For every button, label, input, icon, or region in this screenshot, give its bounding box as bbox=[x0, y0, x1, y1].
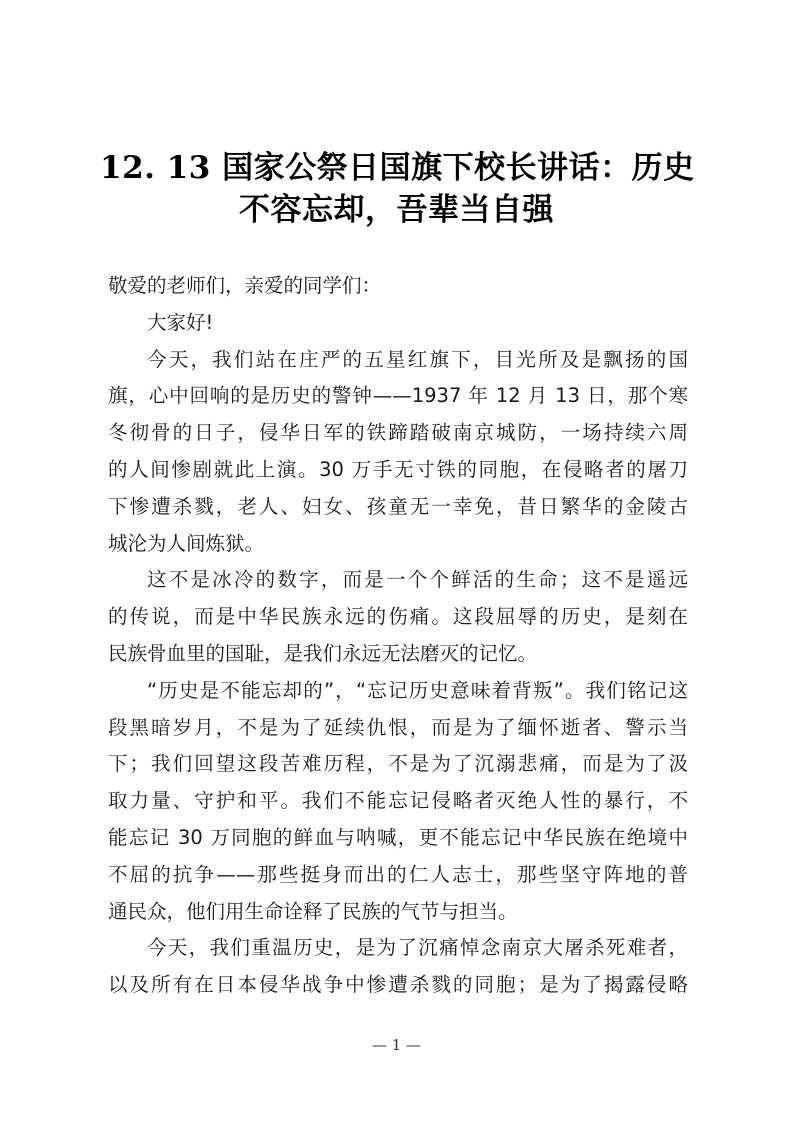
body-text-line: 敬爱的老师们，亲爱的同学们： bbox=[108, 274, 382, 297]
body-text-line: 民族骨血里的国耻，是我们永远无法磨灭的记忆。 bbox=[108, 641, 538, 665]
title-line-2: 不容忘却，吾辈当自强 bbox=[239, 192, 554, 228]
body-text-line: 不屈的抗争——那些挺身而出的仁人志士，那些坚守阵地的普 bbox=[108, 862, 688, 886]
body-text-line: “历史是不能忘却的”，“忘记历史意味着背叛”。我们铭记这 bbox=[147, 678, 688, 702]
document-title bbox=[100, 147, 693, 231]
page-number: — 1 — bbox=[371, 1036, 422, 1054]
body-text-line: 旗，心中回响的是历史的警钟——1937 年 12 月 13 日，那个寒 bbox=[108, 384, 688, 408]
body-text-line: 今天，我们站在庄严的五星红旗下，目光所及是飘扬的国 bbox=[147, 347, 688, 371]
body-text-line: 下惨遭杀戮，老人、妇女、孩童无一幸免，昔日繁华的金陵古 bbox=[108, 494, 688, 518]
body-text-line: 下；我们回望这段苦难历程，不是为了沉溺悲痛，而是为了汲 bbox=[108, 752, 688, 776]
body-text-line: 的传说，而是中华民族永远的伤痛。这段屈辱的历史，是刻在 bbox=[108, 605, 688, 629]
body-text-line: 今天，我们重温历史，是为了沉痛悼念南京大屠杀死难者， bbox=[147, 936, 688, 960]
body-text-line: 大家好! bbox=[147, 310, 214, 334]
body-text-line: 取力量、守护和平。我们不能忘记侵略者灭绝人性的暴行，不 bbox=[108, 789, 688, 813]
body-text-line: 通民众，他们用生命诠释了民族的气节与担当。 bbox=[108, 899, 518, 923]
body-text-line: 以及所有在日本侵华战争中惨遭杀戮的同胞；是为了揭露侵略 bbox=[108, 973, 688, 997]
body-text-line: 冬彻骨的日子，侵华日军的铁蹄踏破南京城防，一场持续六周 bbox=[108, 421, 688, 445]
body-text-line: 能忘记 30 万同胞的鲜血与呐喊，更不能忘记中华民族在绝境中 bbox=[108, 825, 688, 849]
document-body bbox=[108, 268, 688, 1004]
body-text-line: 的人间惨剧就此上演。30 万手无寸铁的同胞，在侵略者的屠刀 bbox=[108, 457, 688, 481]
body-text-line: 这不是冰冷的数字，而是一个个鲜活的生命；这不是遥远 bbox=[147, 568, 688, 592]
title-line-1: 12. 13 国家公祭日国旗下校长讲话：历史 bbox=[100, 150, 695, 186]
body-text-line: 段黑暗岁月，不是为了延续仇恨，而是为了缅怀逝者、警示当 bbox=[108, 715, 688, 739]
body-text-line: 城沦为人间炼狱。 bbox=[108, 531, 265, 555]
